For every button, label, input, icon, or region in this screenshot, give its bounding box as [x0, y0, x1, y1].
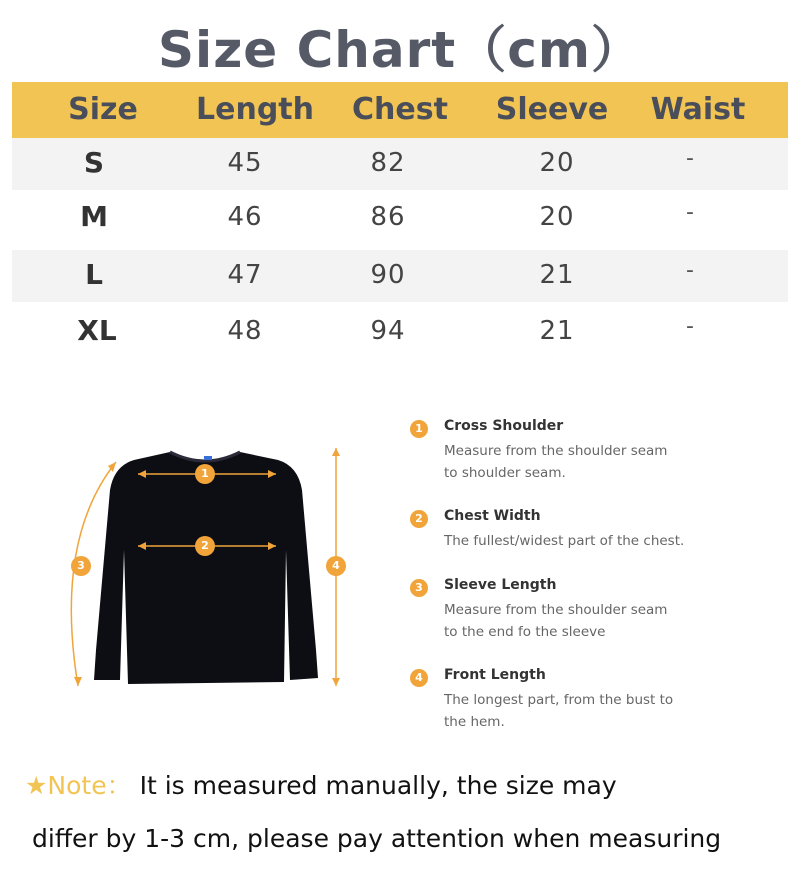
legend-description: Measure from the shoulder seam to the end fo the sleeve [444, 602, 668, 640]
chest-cell: 82 [370, 148, 406, 178]
size-cell: XL [77, 314, 117, 347]
marker-1: 1 [195, 464, 215, 484]
table-row [12, 192, 788, 244]
header-size: Size [68, 92, 138, 127]
legend-number: 2 [410, 510, 428, 528]
chest-cell: 86 [370, 202, 406, 232]
legend-title: Front Length [444, 667, 546, 683]
note-text-1: It is measured manually, the size may [139, 771, 617, 800]
marker-4: 4 [326, 556, 346, 576]
page-title: Size Chart（cm） [158, 21, 642, 79]
header-chest: Chest [352, 92, 448, 127]
note-line-2: differ by 1-3 cm, please pay attention when measuring [32, 824, 722, 853]
waist-cell: - [686, 200, 694, 225]
table-row [12, 138, 788, 190]
sleeve-cell: 20 [539, 202, 575, 232]
waist-cell: - [686, 258, 694, 283]
sleeve-cell: 20 [539, 148, 575, 178]
sleeve-cell: 21 [539, 260, 575, 290]
label-tag [204, 456, 212, 460]
legend-title: Chest Width [444, 508, 541, 524]
chest-cell: 94 [370, 316, 406, 346]
legend-title: Cross Shoulder [444, 418, 564, 434]
legend-number: 4 [410, 669, 428, 687]
legend-description: The fullest/widest part of the chest. [444, 533, 685, 549]
note-line-1 [25, 766, 617, 802]
size-cell: L [85, 258, 103, 291]
chest-cell: 90 [370, 260, 406, 290]
sweater-diagram [60, 430, 360, 710]
legend-number: 3 [410, 579, 428, 597]
legend-title: Sleeve Length [444, 577, 557, 593]
table-header [12, 82, 788, 138]
marker-3: 3 [71, 556, 91, 576]
header-waist: Waist [650, 92, 746, 127]
sweater-shape [94, 452, 318, 684]
length-cell: 48 [227, 316, 263, 346]
legend-description: The longest part, from the bust to the hem. [444, 692, 674, 730]
header-sleeve: Sleeve [495, 92, 609, 127]
sleeve-cell: 21 [539, 316, 575, 346]
marker-2: 2 [195, 536, 215, 556]
waist-cell: - [686, 314, 694, 339]
legend-number: 1 [410, 420, 428, 438]
length-cell: 47 [227, 260, 263, 290]
header-length: Length [196, 92, 314, 127]
legend-description: Measure from the shoulder seam to shoulder seam. [444, 443, 668, 481]
table-row [12, 306, 788, 358]
note-label: Note： [47, 771, 132, 800]
length-cell: 46 [227, 202, 263, 232]
star-icon: ★ [25, 771, 48, 800]
size-cell: S [83, 146, 105, 179]
size-cell: M [80, 200, 108, 233]
waist-cell: - [686, 146, 694, 171]
length-cell: 45 [227, 148, 263, 178]
table-row [12, 250, 788, 302]
